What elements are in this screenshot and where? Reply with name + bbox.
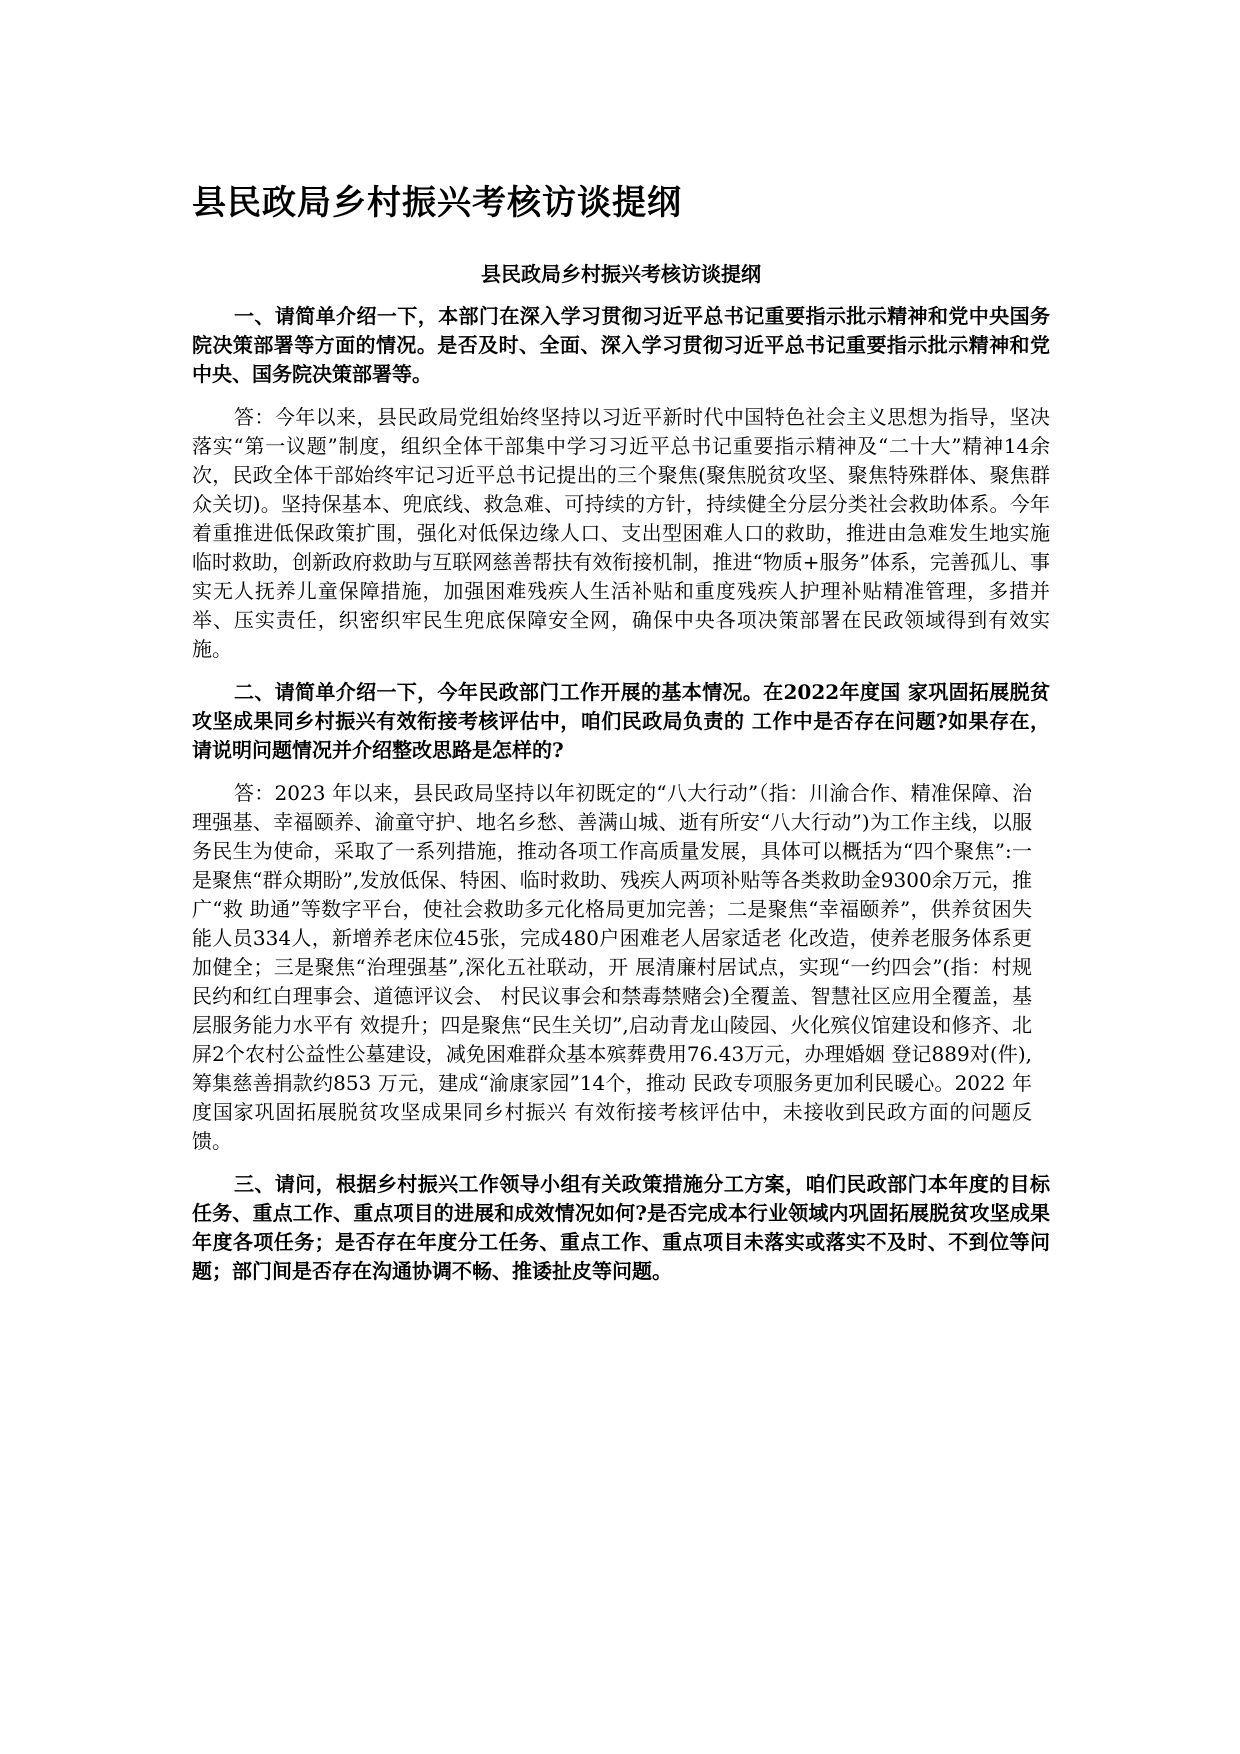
document-title: 县民政局乡村振兴考核访谈提纲	[192, 183, 682, 223]
document-subtitle: 县民政局乡村振兴考核访谈提纲	[481, 262, 761, 286]
question-2: 二、请简单介绍一下，今年民政部门工作开展的基本情况。在2022年度国 家巩固拓展脱贫攻坚成果同乡村振兴有效衔接考核评估中，咱们民政局负责的 工作中是否存在问题?如果存在，请说明问题情况并介绍整改思路是怎样的?	[192, 680, 1050, 762]
document-page	[192, 180, 1050, 1300]
question-1: 一、请简单介绍一下，本部门在深入学习贯彻习近平总书记重要指示批示精神和党中央国务院决策部署等方面的情况。是否及时、全面、深入学习贯彻习近平总书记重要指示批示精神和党中央、国务院决策部署等。	[192, 304, 1050, 386]
answer-2: 答：2023 年以来，县民政局坚持以年初既定的“八大行动”（指：川渝合作、精准保障、治理强基、幸福颐养、渝童守护、地名乡愁、善满山城、逝有所安“八大行动”)为工作主线，以服务民生为使命，采取了一系列措施，推动各项工作高质量发展，具体可以概括为“四个聚焦”:一是聚焦“群众期盼”,发放低保、特困、临时救助、残疾人两项补贴等各类救助金9300余万元，推广“救 助通”等数字平台，使社会救助多元化格局更加完善；二是聚焦“幸福颐养”，供养贫困失能人员334人，新增养老床位45张，完成480户困难老人居家适老 化改造，使养老服务体系更加健全；三是聚焦“治理强基”,深化五社联动，开 展清廉村居试点，实现“一约四会”(指：村规民约和红白理事会、道德评议会、 村民议事会和禁毒禁赌会)全覆盖、智慧社区应用全覆盖，基层服务能力水平有 效提升；四是聚焦“民生关切”,启动青龙山陵园、火化殡仪馆建设和修齐、北 屏2个农村公益性公墓建设，减免困难群众基本殡葬费用76.43万元，办理婚姻 登记889对(件),筹集慈善捐款约853 万元，建成“渝康家园”14个，推动 民政专项服务更加利民暖心。2022 年度国家巩固拓展脱贫攻坚成果同乡村振兴 有效衔接考核评估中，未接收到民政方面的问题反馈。	[192, 781, 1032, 1153]
question-3: 三、请问，根据乡村振兴工作领导小组有关政策措施分工方案，咱们民政部门本年度的目标任务、重点工作、重点项目的进展和成效情况如何?是否完成本行业领域内巩固拓展脱贫攻坚成果年度各项任务；是否存在年度分工任务、重点工作、重点项目未落实或落实不及时、不到位等问题；部门间是否存在沟通协调不畅、推诿扯皮等问题。	[192, 1172, 1050, 1283]
answer-1: 答：今年以来，县民政局党组始终坚持以习近平新时代中国特色社会主义思想为指导，坚决落实“第一议题”制度，组织全体干部集中学习习近平总书记重要指示精神及“二十大”精神14余次，民政全体干部始终牢记习近平总书记提出的三个聚焦(聚焦脱贫攻坚、聚焦特殊群体、聚焦群众关切)。坚持保基本、兜底线、救急难、可持续的方针，持续健全分层分类社会救助体系。今年着重推进低保政策扩围，强化对低保边缘人口、支出型困难人口的救助，推进由急难发生地实施临时救助，创新政府救助与互联网慈善帮扶有效衔接机制，推进“物质+服务”体系，完善孤儿、事实无人抚养儿童保障措施，加强困难残疾人生活补贴和重度残疾人护理补贴精准管理，多措并举、压实责任，织密织牢民生兜底保障安全网，确保中央各项决策部署在民政领域得到有效实施。	[192, 405, 1050, 661]
